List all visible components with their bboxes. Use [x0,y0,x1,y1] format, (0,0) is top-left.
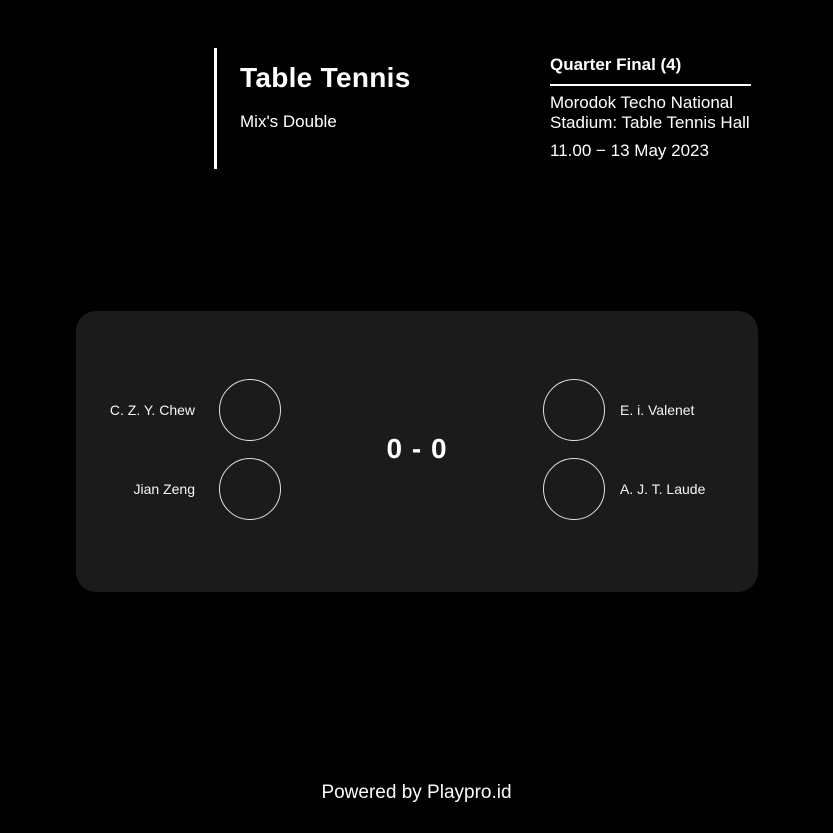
powered-by-text: Powered by Playpro.id [321,782,512,803]
header-divider [214,48,217,169]
round-label: Quarter Final (4) [550,55,682,74]
match-category: Mix's Double [240,112,337,131]
home-player-1-avatar [219,379,281,441]
away-player-2-name: A. J. T. Laude [620,481,706,497]
round-underline [550,84,751,86]
home-player-1-name: C. Z. Y. Chew [109,402,195,418]
score-text: 0 - 0 [386,433,448,464]
home-player-2-avatar [219,458,281,520]
match-info-block [550,55,800,161]
away-player-2-avatar [543,458,605,520]
scoreboard-card [76,311,758,592]
page-title: Table Tennis [240,62,411,93]
home-player-2-name: Jian Zeng [133,481,195,497]
datetime-text: 11.00 − 13 May 2023 [550,141,709,160]
away-player-1-name: E. i. Valenet [620,402,695,418]
away-player-1-avatar [543,379,605,441]
venue-text: Morodok Techo National Stadium: Table Tennis Hall [550,93,750,132]
